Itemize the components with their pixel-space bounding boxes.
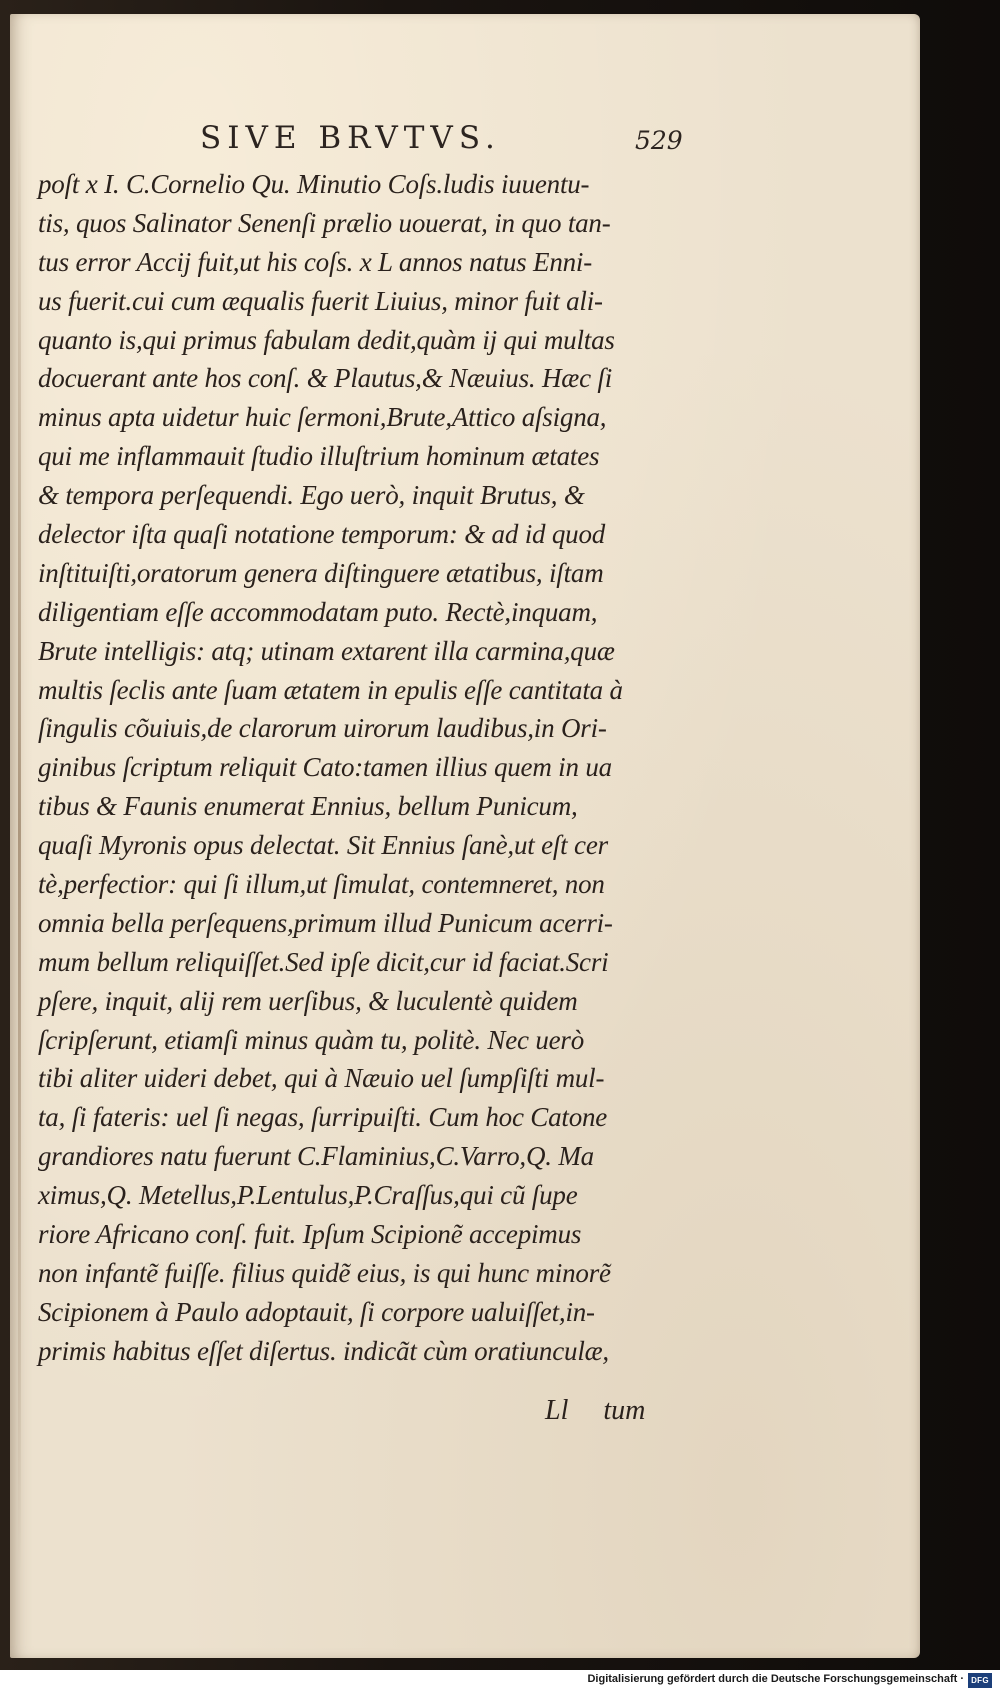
catchword: Ll tum (545, 1395, 646, 1426)
text-line: ta, ſi fateris: uel ſi negas, ſurripuiſti. Cum hoc Catone (38, 1102, 608, 1133)
footer-bar (0, 1670, 1000, 1693)
page-number: 529 (635, 126, 683, 155)
text-line: quaſi Myronis opus delectat. Sit Ennius ſanè,ut eſt cer (38, 830, 608, 861)
funding-credit: Digitalisierung gefördert durch die Deutsche Forschungsgemeinschaft · (587, 1673, 964, 1685)
text-line: tè,perfectior: qui ſi illum,ut ſimulat, contemneret, non (38, 869, 605, 900)
text-line: ximus,Q. Metellus,P.Lentulus,P.Craſſus,qui cũ ſupe (38, 1180, 578, 1211)
text-line: ſcripſerunt, etiamſi minus quàm tu, politè. Nec uerò (38, 1024, 585, 1055)
text-line: poſt x I. C.Cornelio Qu. Minutio Coſs.ludis iuuentu- (38, 169, 590, 199)
text-line: multis ſeclis ante ſuam ætatem in epulis eſſe cantitata à (38, 674, 623, 705)
text-line: ſingulis cõuiuis,de clarorum uirorum laudibus,in Ori- (38, 713, 607, 744)
dfg-logo: DFG (968, 1673, 992, 1688)
text-line: riore Africano conſ. fuit. Ipſum Scipionẽ accepimus (38, 1219, 582, 1250)
text-line: inſtituiſti,oratorum genera diſtinguere ætatibus, iſtam (38, 557, 604, 588)
text-line: omnia bella perſequens,primum illud Punicum acerri- (38, 907, 613, 938)
text-line: qui me inflammauit ſtudio illuſtrium hominum ætates (38, 441, 600, 472)
text-line: quanto is,qui primus fabulam dedit,quàm ij qui multas (38, 324, 615, 355)
text-block (38, 165, 698, 1371)
text-line: ginibus ſcriptum reliquit Cato:tamen illius quem in ua (38, 752, 612, 783)
text-line: mum bellum reliquiſſet.Sed ipſe dicit,cur id faciat.Scri (38, 946, 609, 977)
text-line: minus apta uidetur huic ſermoni,Brute,Attico aſsigna, (38, 402, 607, 433)
text-line: tibi aliter uideri debet, qui à Næuio uel ſumpſiſti mul- (38, 1063, 605, 1094)
text-line: grandiores natu fuerunt C.Flaminius,C.Varro,Q. Ma (38, 1141, 594, 1172)
page-gutter-shadow (18, 94, 21, 1574)
text-line: non infantẽ fuiſſe. filius quidẽ eius, is qui hunc minorẽ (38, 1257, 611, 1288)
text-line: tibus & Faunis enumerat Ennius, bellum Punicum, (38, 791, 578, 822)
text-line: diligentiam eſſe accommodatam puto. Rectè,inquam, (38, 596, 598, 627)
text-line: primis habitus eſſet diſertus. indicãt cùm oratiunculæ, (38, 1335, 609, 1366)
text-line: tus error Accij fuit,ut his coſs. x L annos natus Enni- (38, 246, 593, 277)
text-line: us fuerit.cui cum æqualis fuerit Liuius, minor fuit ali- (38, 285, 603, 316)
text-line: docuerant ante hos conſ. & Plautus,& Næuius. Hæc ſi (38, 363, 613, 394)
text-line: & tempora perſequendi. Ego uerò, inquit Brutus, & (38, 480, 585, 511)
text-line: Scipionem à Paulo adoptauit, ſi corpore ualuiſſet,in- (38, 1296, 595, 1327)
text-line: pſere, inquit, alij rem uerſibus, & luculentè quidem (38, 985, 578, 1016)
text-line: tis, quos Salinator Senenſi prælio uouerat, in quo tan- (38, 207, 611, 238)
text-line: delector iſta quaſi notatione temporum: & ad id quod (38, 519, 606, 550)
text-line: Brute intelligis: atq; utinam extarent illa carmina,quæ (38, 635, 615, 666)
running-head: SIVE BRVTVS. (200, 120, 501, 156)
